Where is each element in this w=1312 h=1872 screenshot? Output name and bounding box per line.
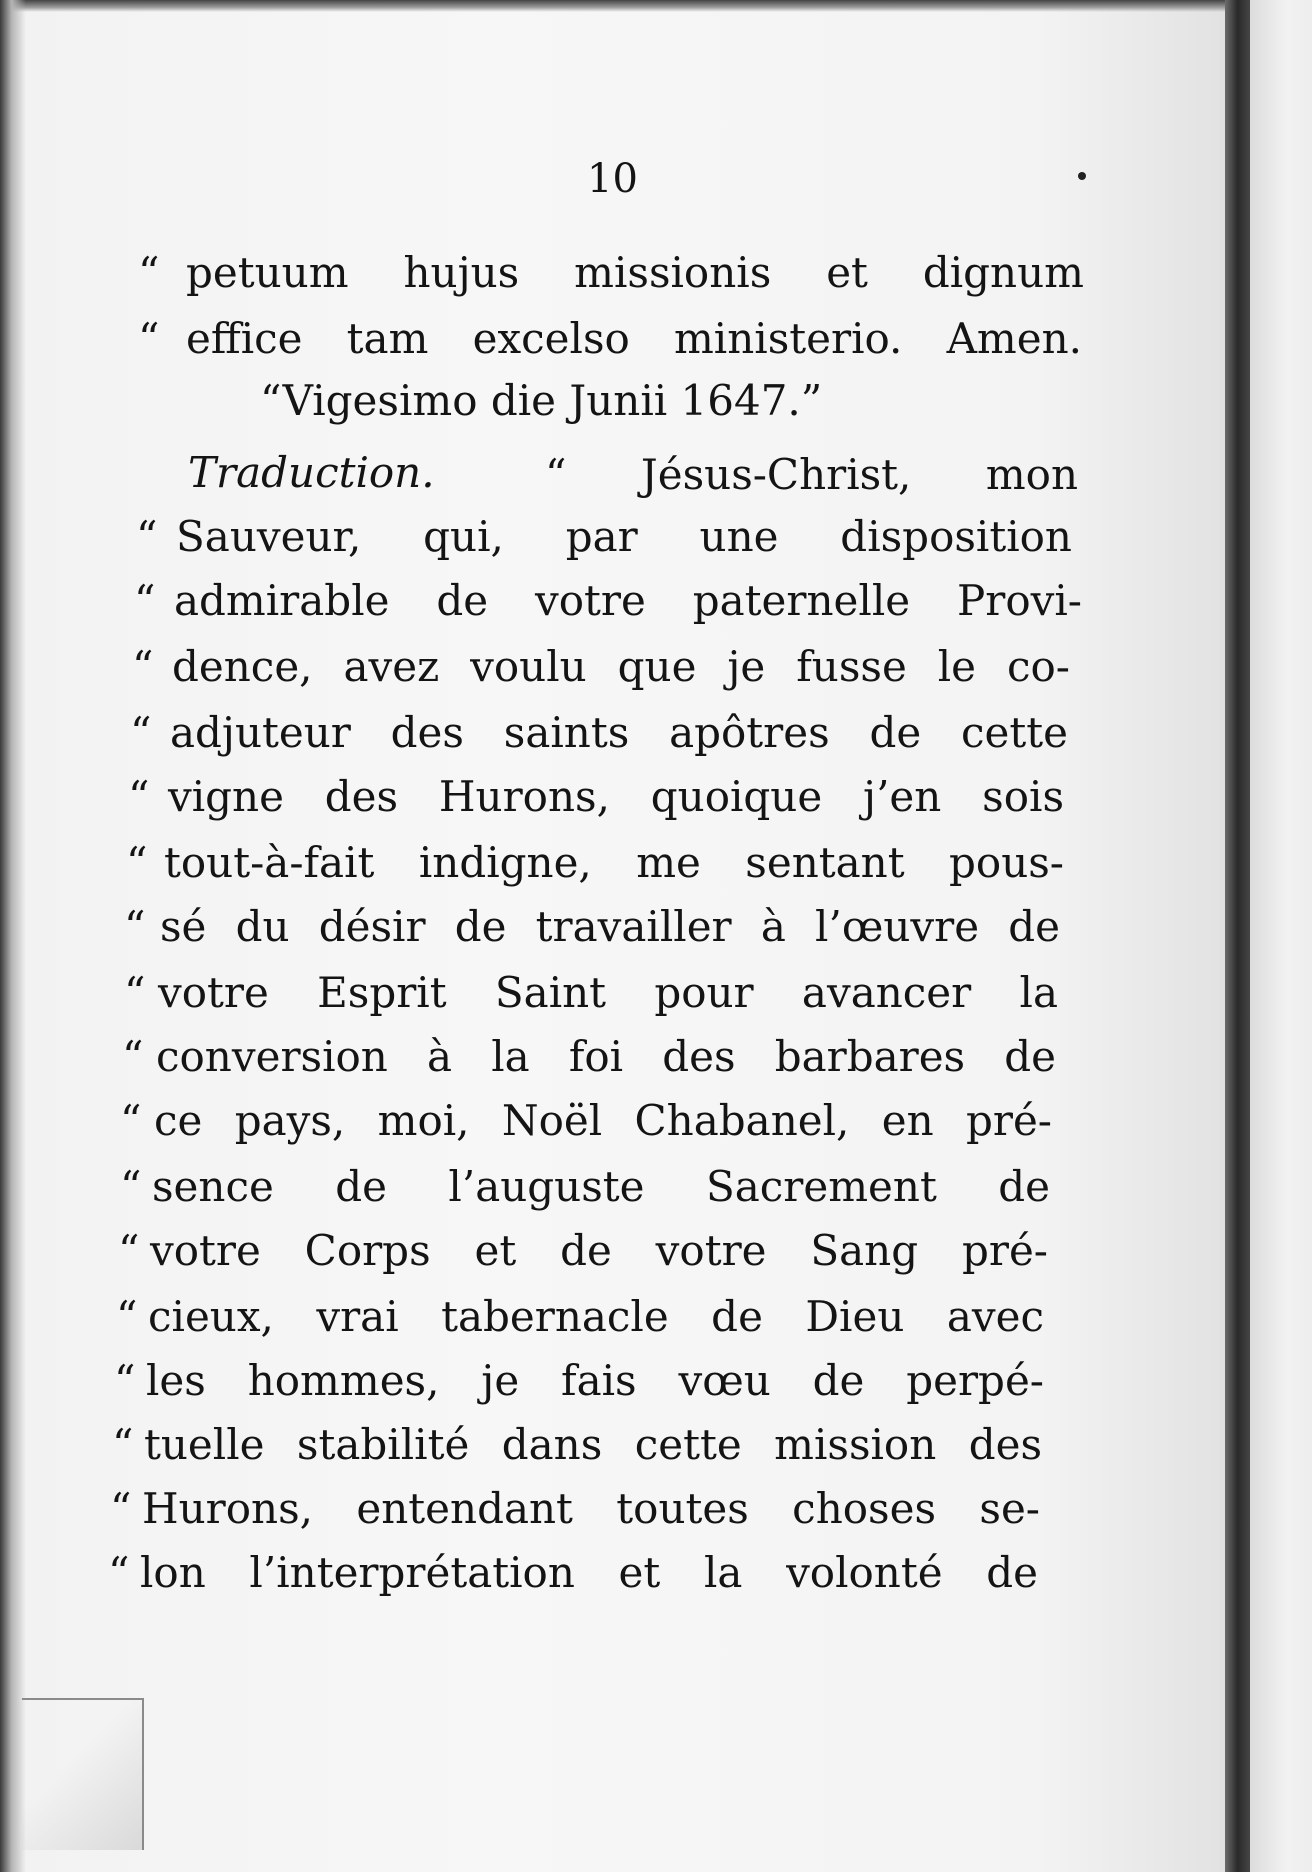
line-quote-mark: “ bbox=[120, 1096, 142, 1145]
text-line: ce pays, moi, Noël Chabanel, en pré- bbox=[154, 1096, 1052, 1145]
line-quote-mark: “ bbox=[138, 248, 160, 297]
text-line: adjuteur des saints apôtres de cette bbox=[170, 708, 1068, 757]
text-line: petuum hujus missionis et dignum bbox=[186, 248, 1084, 297]
line-quote-mark: “ bbox=[116, 1292, 138, 1341]
text-line: sé du désir de travailler à l’œuvre de bbox=[160, 902, 1060, 951]
text-line: Sauveur, qui, par une disposition bbox=[176, 512, 1072, 561]
line-quote-mark: “ bbox=[112, 1420, 134, 1469]
line-quote-mark: “ bbox=[134, 576, 156, 625]
text-line: sence de l’auguste Sacrement de bbox=[152, 1162, 1050, 1211]
text-line: votre Corps et de votre Sang pré- bbox=[150, 1226, 1048, 1275]
text-line: admirable de votre paternelle Provi- bbox=[174, 576, 1082, 625]
line-quote-mark: “ bbox=[108, 1548, 130, 1597]
page-left-shadow bbox=[0, 0, 26, 1872]
page-top-shadow bbox=[0, 0, 1225, 12]
text-line: cieux, vrai tabernacle de Dieu avec bbox=[148, 1292, 1044, 1341]
folded-page-corner bbox=[22, 1698, 144, 1850]
line-quote-mark: “ bbox=[110, 1484, 132, 1533]
text-line-date: “Vigesimo die Junii 1647.” bbox=[260, 376, 823, 425]
line-quote-mark: “ bbox=[118, 1226, 140, 1275]
line-quote-mark: “ bbox=[130, 708, 152, 757]
line-quote-mark: “ bbox=[114, 1356, 136, 1405]
line-quote-mark: “ bbox=[124, 902, 146, 951]
text-line: dence, avez voulu que je fusse le co- bbox=[172, 642, 1070, 691]
line-quote-mark: “ bbox=[124, 968, 146, 1017]
text-line: vigne des Hurons, quoique j’en sois bbox=[168, 772, 1064, 821]
text-line: votre Esprit Saint pour avancer la bbox=[158, 968, 1058, 1017]
translation-heading bbox=[188, 448, 435, 497]
line-quote-mark: “ bbox=[126, 838, 148, 887]
text-line: les hommes, je fais vœu de perpé- bbox=[146, 1356, 1044, 1405]
text-line: conversion à la foi des barbares de bbox=[156, 1032, 1056, 1081]
book-spine bbox=[1225, 0, 1250, 1872]
text-line: Hurons, entendant toutes choses se- bbox=[142, 1484, 1040, 1533]
text-line: tuelle stabilité dans cette mission des bbox=[144, 1420, 1042, 1469]
line-quote-mark: “ bbox=[122, 1032, 144, 1081]
text-line: lon l’interprétation et la volonté de bbox=[140, 1548, 1038, 1597]
line-quote-mark: “ bbox=[138, 314, 160, 363]
line-quote-mark: “ bbox=[132, 642, 154, 691]
text-line: effice tam excelso ministerio. Amen. bbox=[186, 314, 1082, 363]
line-quote-mark: “ bbox=[136, 512, 158, 561]
text-line: tout-à-fait indigne, me sentant pous- bbox=[164, 838, 1064, 887]
translation-label: Traduction. bbox=[188, 448, 435, 497]
line-quote-mark: “ bbox=[120, 1162, 142, 1211]
line-quote-mark: “ bbox=[128, 772, 150, 821]
adjacent-page-edge bbox=[1250, 0, 1312, 1872]
page-number: 10 bbox=[587, 156, 638, 202]
text-line: “ Jésus-Christ, mon bbox=[545, 450, 1078, 499]
